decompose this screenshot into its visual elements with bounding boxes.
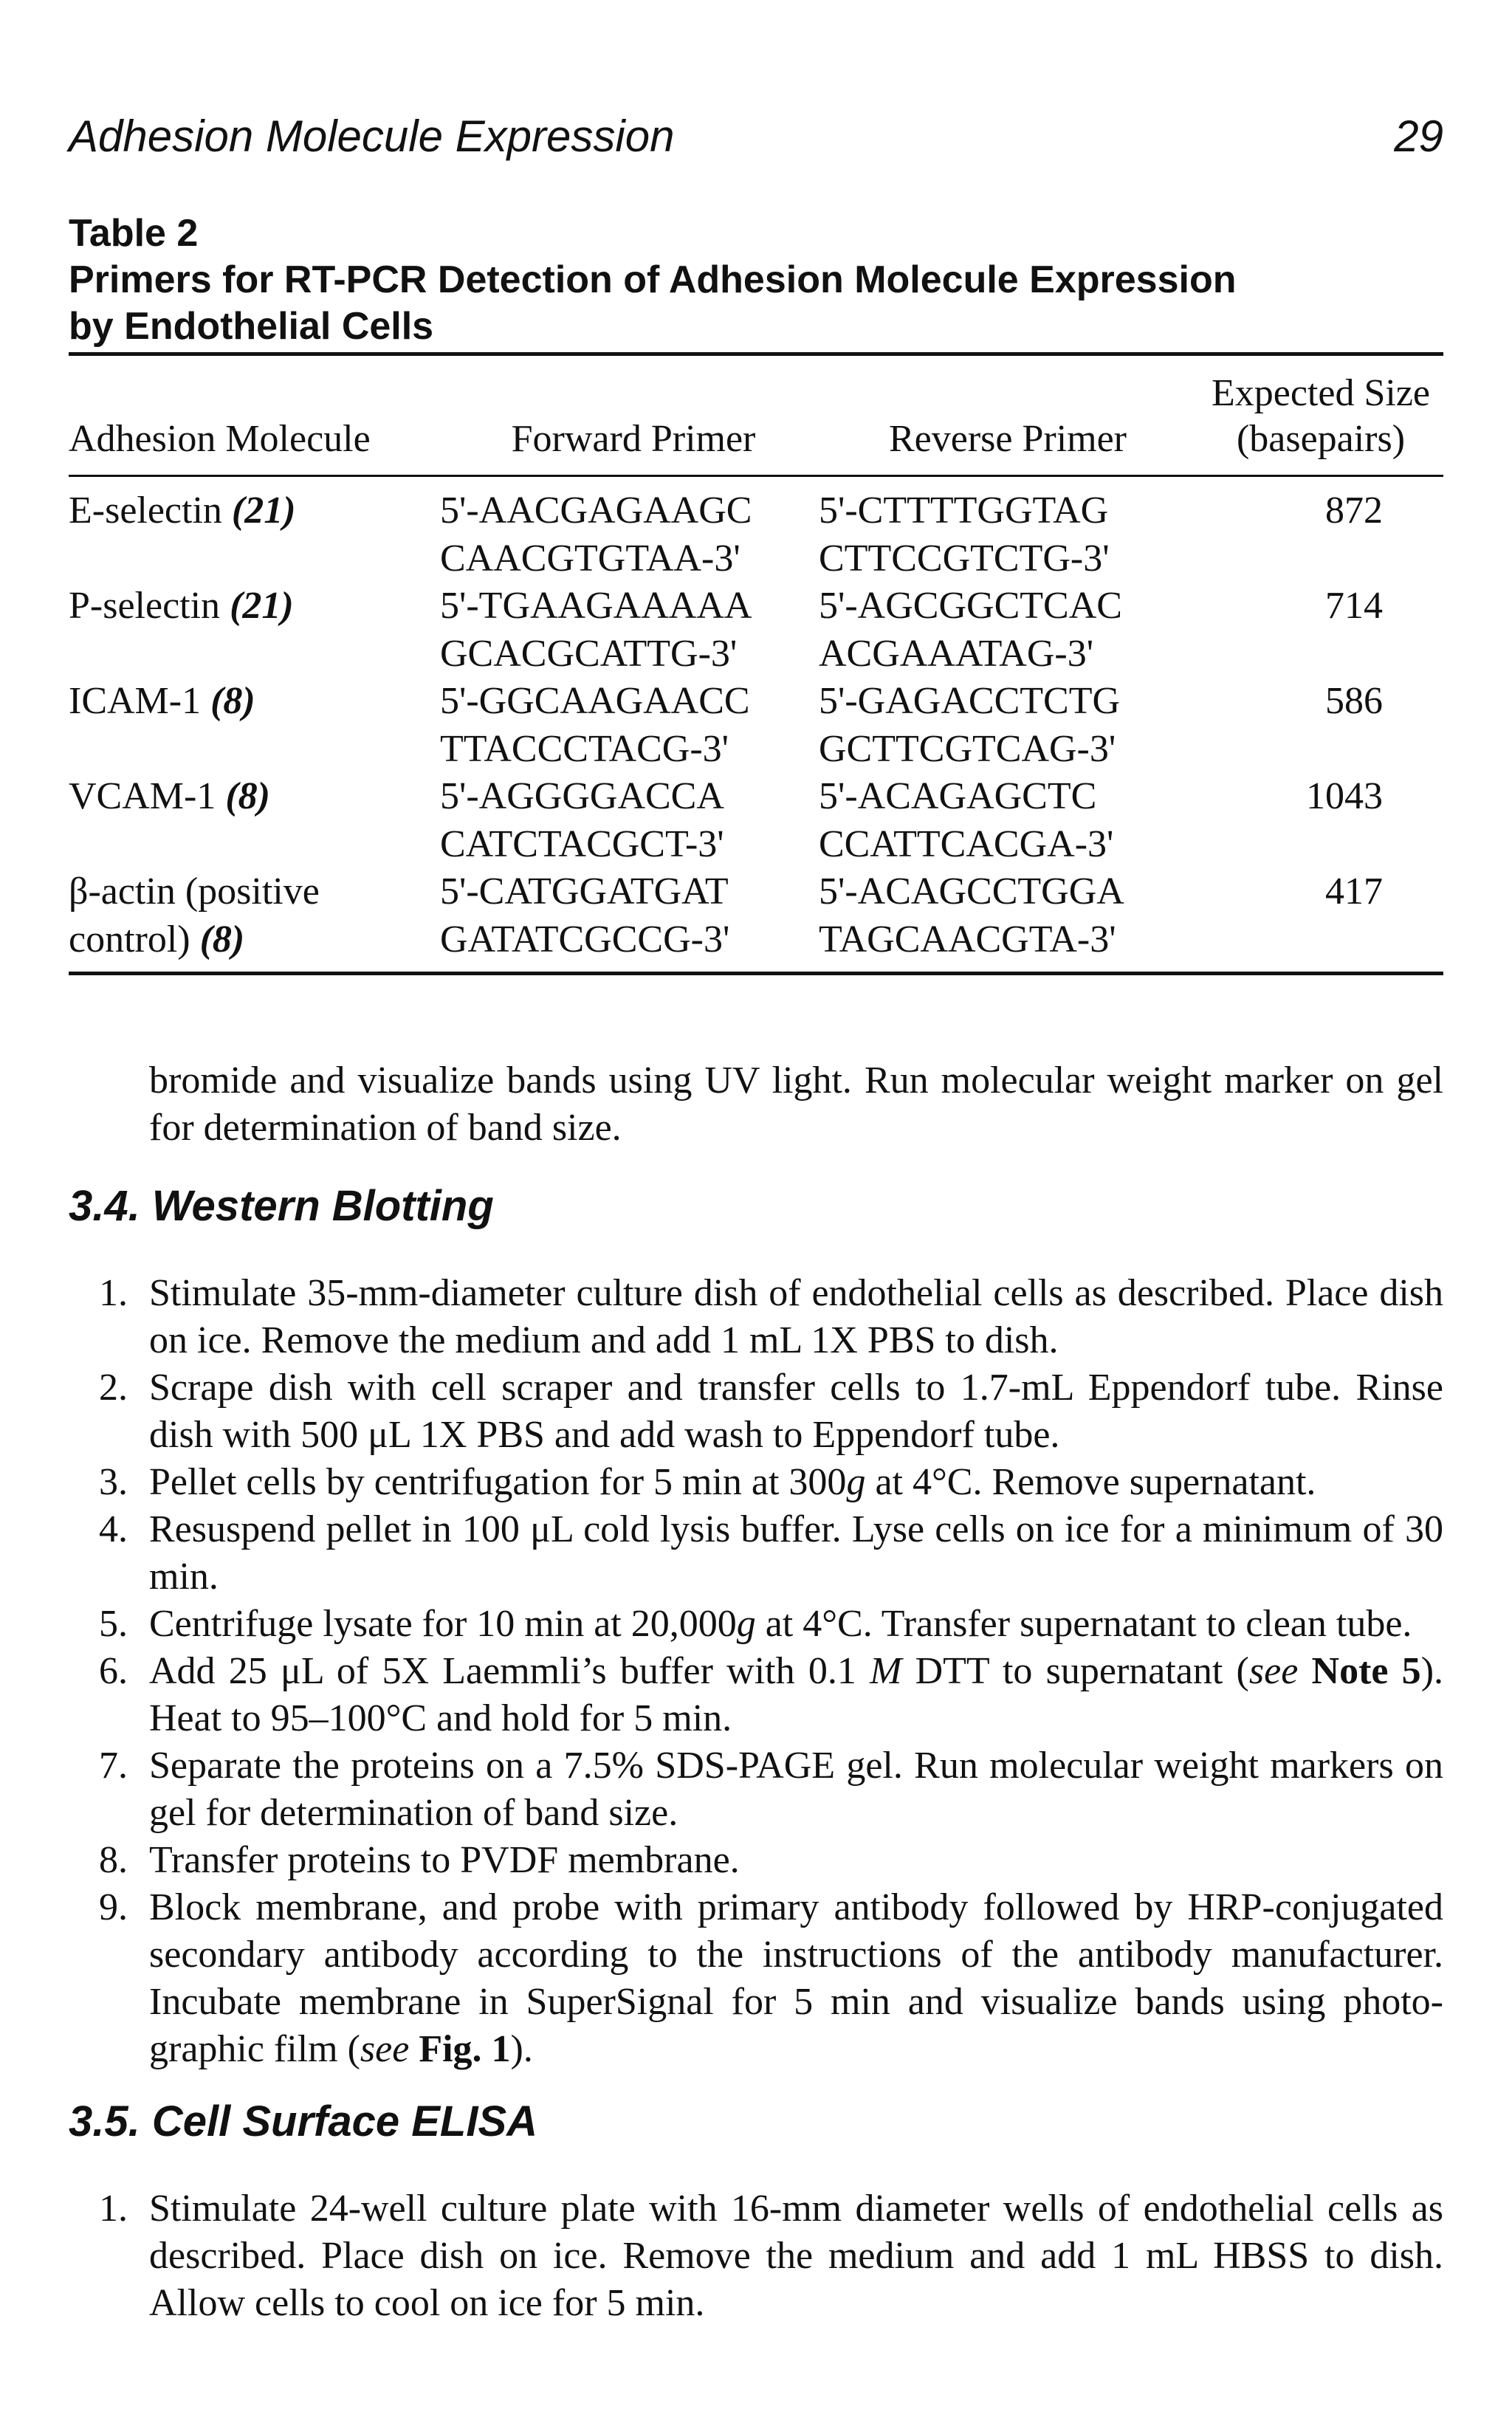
cell-reverse-primer <box>819 487 1110 583</box>
forward-line-2: GCACGCATTG-3' <box>440 633 738 675</box>
forward-line-2: TTACCCTACG-3' <box>440 728 729 770</box>
header-expected-size <box>1198 371 1443 462</box>
section-heading-western-blotting: 3.4. Western Blotting <box>69 1182 494 1230</box>
table-title-line-2: by Endothelial Cells <box>69 305 434 348</box>
elisa-steps <box>69 2185 1443 2327</box>
cell-molecule <box>69 677 423 725</box>
reference: (21) <box>230 585 294 627</box>
molecule-name-line-1: β-actin (positive <box>69 870 320 913</box>
forward-line-2: CATCTACGCT-3' <box>440 823 724 865</box>
reference: (21) <box>231 489 296 532</box>
header-adhesion-molecule: Adhesion Molecule <box>69 418 371 460</box>
cell-molecule <box>69 582 423 630</box>
reference: (8) <box>199 918 245 961</box>
table-header-rule <box>69 475 1443 477</box>
molecule-name: E-selectin <box>69 489 232 532</box>
header-expected-size-line-2: (basepairs) <box>1236 418 1406 460</box>
cell-size: 417 <box>1325 870 1383 913</box>
table-row <box>69 772 1443 868</box>
cell-size: 586 <box>1325 680 1383 722</box>
cell-molecule <box>69 867 423 963</box>
section-heading-cell-surface-elisa: 3.5. Cell Surface ELISA <box>69 2097 538 2145</box>
list-item: 4. Resuspend pellet in 100 μL cold lysis buffer. Lyse cells on ice for a minimum of 30 min. <box>99 1508 1443 1598</box>
forward-line-1: 5'-AACGAGAAGC <box>440 489 752 532</box>
molecule-name: VCAM-1 <box>69 775 226 817</box>
list-item: 2. Scrape dish with cell scraper and transfer cells to 1.7-mL Eppendorf tube. Rinse dish with 500 μL 1X PBS and add wash to Eppendorf tube. <box>99 1367 1443 1456</box>
cell-reverse-primer <box>819 772 1113 868</box>
cell-molecule <box>69 487 423 535</box>
table-label: Table 2 <box>69 212 199 255</box>
cell-size: 714 <box>1325 585 1383 627</box>
header-expected-size-line-1: Expected Size <box>1212 372 1430 414</box>
list-item: 6. Add 25 μL of 5X Laemmli’s buffer with 0.1 M DTT to supernatant (see Note 5). Heat to 95–100°C and hold for 5 min. <box>99 1650 1444 1739</box>
cell-forward-primer <box>440 867 729 963</box>
cell-size: 1043 <box>1306 775 1383 817</box>
list-item: 8. Transfer proteins to PVDF membrane. <box>99 1839 740 1881</box>
list-item: 3. Pellet cells by centrifugation for 5 min at 300g at 4°C. Remove supernatant. <box>99 1461 1316 1503</box>
cell-reverse-primer <box>819 677 1120 773</box>
western-blotting-steps <box>69 1270 1443 2073</box>
reverse-line-2: CTTCCGTCTG-3' <box>819 537 1110 580</box>
cell-size: 872 <box>1325 489 1383 532</box>
reverse-line-1: 5'-AGCGGCTCAC <box>819 585 1122 627</box>
reverse-line-1: 5'-CTTTTGGTAG <box>819 489 1109 532</box>
cell-reverse-primer <box>819 867 1124 963</box>
list-item: 9. Block membrane, and probe with primary antibody followed by HRP-conjugated secondary antibody according to the instructions of the antibody manufacturer. Incubate membrane in SuperSignal for 5 min and visualize bands using photographic film (see Fig. 1). <box>99 1886 1443 2070</box>
table-top-rule <box>69 352 1443 356</box>
reference: (8) <box>210 680 255 722</box>
figure-reference[interactable]: Fig. 1 <box>419 2028 511 2070</box>
forward-line-1: 5'-GGCAAGAACC <box>440 680 750 722</box>
list-item: 1. Stimulate 24-well culture plate with 16-mm diameter wells of endothelial cells as described. Place dish on ice. Remove the medium and add 1 mL HBSS to dish. Allow cells to cool on ice for 5 min. <box>99 2188 1443 2324</box>
reverse-line-1: 5'-ACAGAGCTC <box>819 775 1097 817</box>
cell-forward-primer <box>440 582 752 678</box>
note-reference[interactable]: Note 5 <box>1311 1650 1421 1692</box>
table-bottom-rule <box>69 972 1443 975</box>
header-forward-primer: Forward Primer <box>511 418 756 460</box>
molecule-name: P-selectin <box>69 585 230 627</box>
forward-line-1: 5'-TGAAGAAAAA <box>440 585 752 627</box>
table-row <box>69 677 1443 773</box>
molecule-name: ICAM-1 <box>69 680 211 722</box>
table-row <box>69 582 1443 678</box>
list-item: 1. Stimulate 35-mm-diameter culture dish of endothelial cells as described. Place dish on ice. Remove the medium and add 1 mL 1X PBS to dish. <box>99 1272 1443 1361</box>
forward-line-2: GATATCGCCG-3' <box>440 918 730 961</box>
table-row <box>69 867 1443 963</box>
reverse-line-1: 5'-ACAGCCTGGA <box>819 870 1124 913</box>
header-reverse-primer: Reverse Primer <box>888 418 1127 460</box>
forward-line-2: CAACGTGTAA-3' <box>440 537 740 580</box>
running-head-title: Adhesion Molecule Expression <box>69 111 675 161</box>
forward-line-1: 5'-CATGGATGAT <box>440 870 729 913</box>
table-caption <box>69 210 1443 350</box>
cell-forward-primer <box>440 487 752 583</box>
reverse-line-2: GCTTCGTCAG-3' <box>819 728 1116 770</box>
reference: (8) <box>225 775 270 817</box>
table-row <box>69 487 1443 583</box>
forward-line-1: 5'-AGGGGACCA <box>440 775 724 817</box>
cell-forward-primer <box>440 772 724 868</box>
reverse-line-2: ACGAAATAG-3' <box>819 633 1094 675</box>
page-number: 29 <box>1394 111 1443 161</box>
reverse-line-2: CCATTCACGA-3' <box>819 823 1114 865</box>
continuation-paragraph: bromide and visualize bands using UV light. Run molecular weight marker on gel for determination of band size. <box>149 1059 1443 1149</box>
table-title-line-1: Primers for RT-PCR Detection of Adhesion Molecule Expression <box>69 258 1237 301</box>
molecule-name-line-2: control) <box>69 918 200 961</box>
cell-reverse-primer <box>819 582 1122 678</box>
list-item: 5. Centrifuge lysate for 10 min at 20,000g at 4°C. Transfer supernatant to clean tube. <box>99 1603 1412 1645</box>
page <box>69 0 1443 2426</box>
list-item: 7. Separate the proteins on a 7.5% SDS-PAGE gel. Run molecular weight markers on gel for determination of band size. <box>99 1745 1443 1834</box>
reverse-line-1: 5'-GAGACCTCTG <box>819 680 1121 722</box>
cell-molecule <box>69 772 423 820</box>
running-head <box>69 111 1443 170</box>
cell-forward-primer <box>440 677 750 773</box>
reverse-line-2: TAGCAACGTA-3' <box>819 918 1116 961</box>
